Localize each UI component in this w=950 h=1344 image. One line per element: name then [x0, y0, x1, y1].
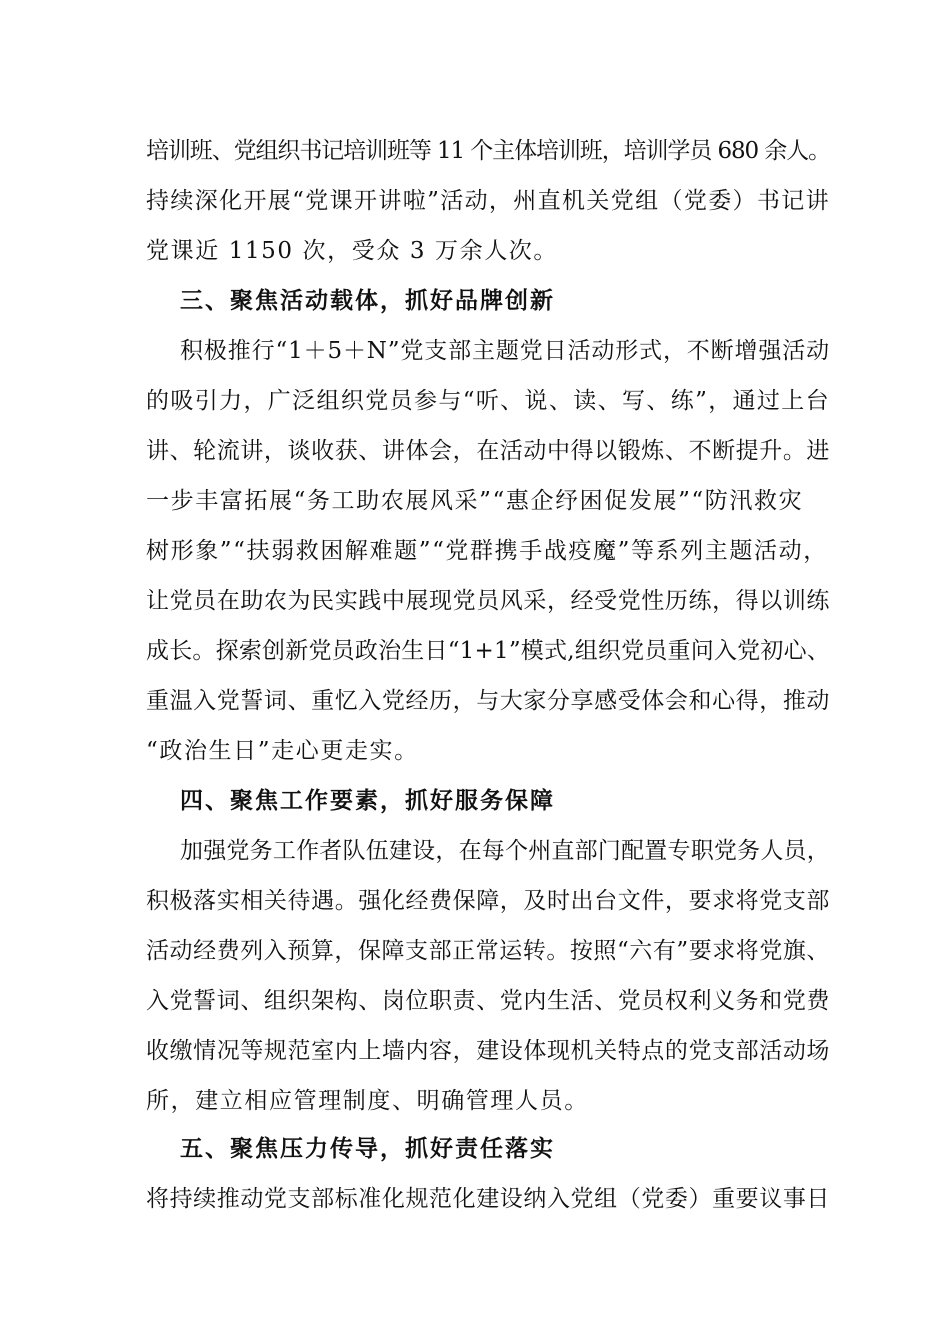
body-text-line: 的吸引力，广泛组织党员参与“听、说、读、写、练”，通过上台 — [146, 388, 830, 414]
body-text-line: “政治生日”走心更走实。 — [146, 738, 419, 764]
body-text-line: 加强党务工作者队伍建设，在每个州直部门配置专职党务人员， — [180, 838, 830, 864]
body-text-line: 积极推行“1＋5＋N”党支部主题党日活动形式，不断增强活动 — [180, 338, 830, 364]
section-heading-3: 三、聚焦活动载体，抓好品牌创新 — [180, 288, 555, 314]
body-text-line: 党课近 1150 次，受众 3 万余人次。 — [146, 238, 559, 264]
section-heading-5: 五、聚焦压力传导，抓好责任落实 — [180, 1136, 555, 1162]
body-text-line: 积极落实相关待遇。强化经费保障，及时出台文件，要求将党支部 — [146, 888, 830, 914]
body-text-line: 讲、轮流讲，谈收获、讲体会，在活动中得以锻炼、不断提升。进 — [146, 438, 830, 464]
body-text-line: 树形象”“扶弱救困解难题”“党群携手战疫魔”等系列主题活动， — [146, 538, 828, 564]
section-heading-4: 四、聚焦工作要素，抓好服务保障 — [180, 788, 555, 814]
body-text-line: 所，建立相应管理制度、明确管理人员。 — [146, 1088, 589, 1114]
body-text-line: 成长。探索创新党员政治生日“1+1”模式,组织党员重问入党初心、 — [146, 638, 830, 664]
body-text-line: 将持续推动党支部标准化规范化建设纳入党组（党委）重要议事日 — [146, 1186, 830, 1212]
body-text-line: 收缴情况等规范室内上墙内容，建设体现机关特点的党支部活动场 — [146, 1038, 830, 1064]
body-text-line: 活动经费列入预算，保障支部正常运转。按照“六有”要求将党旗、 — [146, 938, 830, 964]
body-text-line: 重温入党誓词、重忆入党经历，与大家分享感受体会和心得，推动 — [146, 688, 830, 714]
body-text-line: 入党誓词、组织架构、岗位职责、党内生活、党员权利义务和党费 — [146, 988, 830, 1014]
body-text-line: 培训班、党组织书记培训班等 11 个主体培训班，培训学员 680 余人。 — [146, 138, 830, 164]
body-text-line: 持续深化开展“党课开讲啦”活动，州直机关党组（党委）书记讲 — [146, 188, 830, 214]
body-text-line: 一步丰富拓展“务工助农展风采”“惠企纾困促发展”“防汛救灾 — [146, 488, 804, 514]
body-text-line: 让党员在助农为民实践中展现党员风采，经受党性历练，得以训练 — [146, 588, 830, 614]
